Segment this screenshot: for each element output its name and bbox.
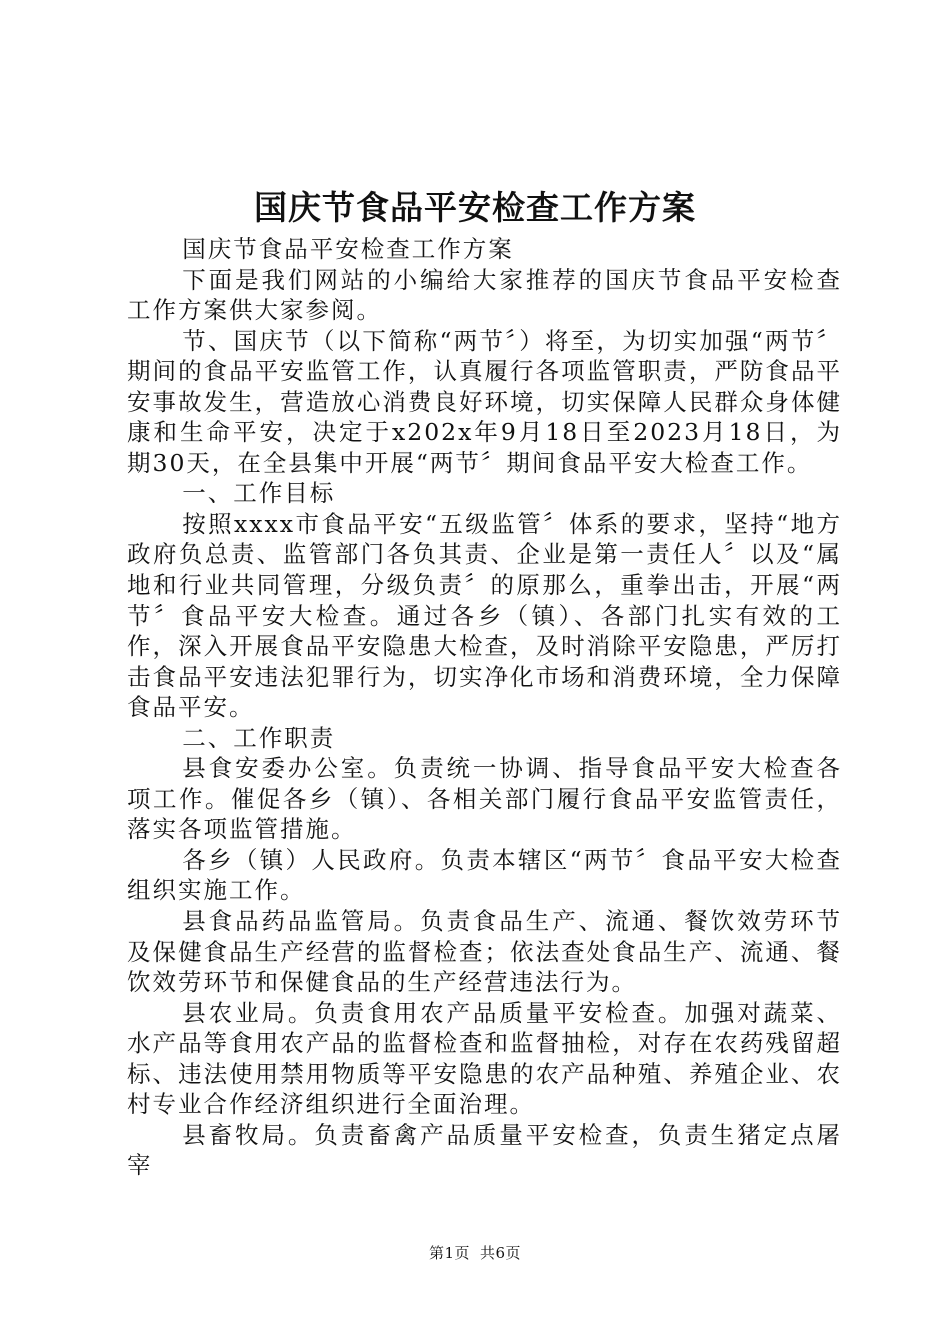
page-footer bbox=[0, 1243, 950, 1263]
section-heading-goals: 一、工作目标 bbox=[182, 479, 336, 508]
document-body bbox=[127, 234, 842, 1181]
paragraph-background: 节、国庆节（以下简称“两节〞）将至，为切实加强“两节〞期间的食品平安监管工作，认真履行各项监管职责，严防食品平安事故发生，营造放心消费良好环境，切实保障人民群众身体健康和生命平安，决定于x202x年9月18日至2023月18日，为期30天，在全县集中开展“两节〞期间食品平安大检查工作。 bbox=[127, 326, 842, 477]
paragraph-duty-township-government: 各乡（镇）人民政府。负责本辖区“两节〞食品平安大检查组织实施工作。 bbox=[127, 845, 842, 905]
page-number: 第1页 bbox=[428, 1244, 470, 1262]
paragraph-duty-agriculture-bureau: 县农业局。负责食用农产品质量平安检查。加强对蔬菜、水产品等食用农产品的监督检查和监督抽检，对存在农药残留超标、违法使用禁用物质等平安隐患的农产品种殖、养殖企业、农村专业合作经济组织进行全面治理。 bbox=[127, 998, 842, 1119]
paragraph-goals: 按照xxxx市食品平安“五级监管〞体系的要求，坚持“地方政府负总责、监管部门各负其责、企业是第一责任人〞以及“属地和行业共同管理，分级负责〞的原那么，重拳出击，开展“两节〞食品平安大检查。通过各乡（镇）、各部门扎实有效的工作，深入开展食品平安隐患大检查，及时消除平安隐患，严厉打击食品平安违法犯罪行为，切实净化市场和消费环境，全力保障食品平安。 bbox=[127, 509, 842, 722]
paragraph-subtitle: 国庆节食品平安检查工作方案 bbox=[182, 235, 514, 263]
paragraph-duty-livestock-bureau: 县畜牧局。负责畜禽产品质量平安检查，负责生猪定点屠宰 bbox=[127, 1120, 842, 1180]
paragraph-duty-food-safety-office: 县食安委办公室。负责统一协调、指导食品平安大检查各项工作。催促各乡（镇）、各相关部门履行食品平安监管责任，落实各项监管措施。 bbox=[127, 754, 842, 844]
paragraph-duty-drug-administration: 县食品药品监管局。负责食品生产、流通、餐饮效劳环节及保健食品生产经营的监督检查；依法查处食品生产、流通、餐饮效劳环节和保健食品的生产经营违法行为。 bbox=[127, 907, 842, 997]
document-title: 国庆节食品平安检查工作方案 bbox=[254, 188, 696, 227]
page-total: 共6页 bbox=[480, 1244, 522, 1262]
section-heading-duties: 二、工作职责 bbox=[182, 723, 336, 752]
paragraph-intro: 下面是我们网站的小编给大家推荐的国庆节食品平安检查工作方案供大家参阅。 bbox=[127, 265, 842, 325]
